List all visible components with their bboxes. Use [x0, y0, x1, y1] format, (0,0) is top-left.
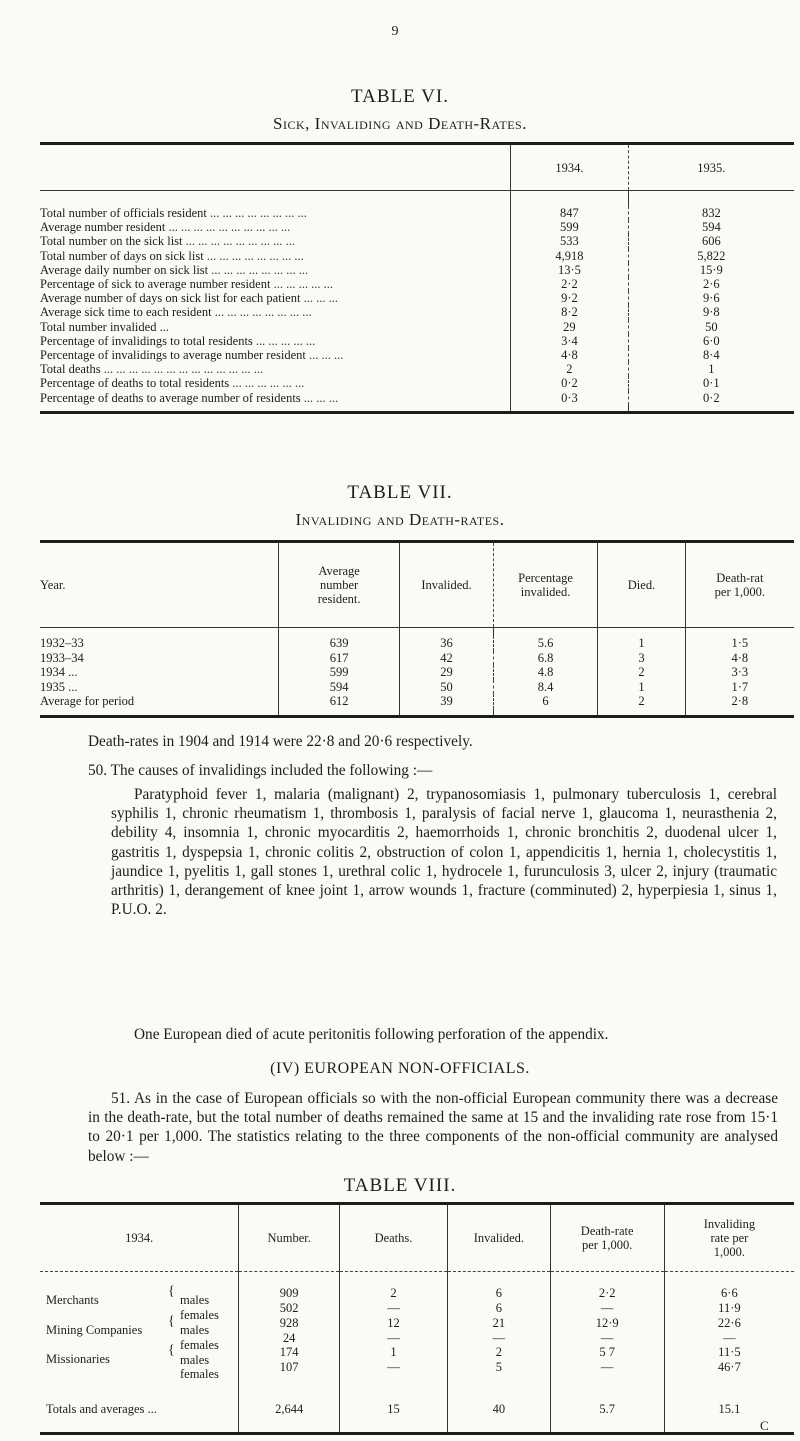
- table6-row: Percentage of invalidings to average number resident ... ... ... 4·8 8·4: [40, 348, 794, 362]
- table6-title: TABLE VI.: [351, 86, 449, 107]
- table6-row: Average number resident ... ... ... ... ... ... ... ... ... ... 599 594: [40, 220, 794, 234]
- table6-subtitle: Sick, Invaliding and Death-Rates.: [273, 114, 527, 133]
- table8-head-year: 1934.: [125, 1231, 154, 1245]
- table8-row: Mining Companies { males 928 12 21 12·9 22·6: [40, 1316, 794, 1331]
- table7-head-year: Year.: [40, 578, 66, 592]
- table7-row: 1933–34 617 42 6.8 3 4·8: [40, 651, 794, 666]
- table7-head-pct: Percentage invalided.: [493, 542, 598, 628]
- table6-col-1934: 1934.: [511, 144, 629, 191]
- table6-row: Total deaths ... ... ... ... ... ... ... ... ... ... ... ... ... 2 1: [40, 362, 794, 376]
- table6-row: Percentage of invalidings to total residents ... ... ... ... ... 3·4 6·0: [40, 334, 794, 348]
- table7-row: 1935 ... 594 50 8.4 1 1·7: [40, 680, 794, 695]
- table7-row: 1934 ... 599 29 4.8 2 3·3: [40, 665, 794, 680]
- table7-subtitle: Invaliding and Death-rates.: [295, 510, 505, 529]
- para-50-intro: 50. The causes of invalidings included the following :—: [88, 762, 433, 779]
- table8-head-invalided: Invalided.: [448, 1204, 550, 1272]
- table7-row: Average for period 612 39 6 2 2·8: [40, 694, 794, 709]
- table7-head-deathrate: Death-rat per 1,000.: [685, 542, 794, 628]
- para-50-body: Paratyphoid fever 1, malaria (malignant) 2, trypanosomiasis 1, pulmonary tuberculosis 1, cerebral syphilis 1, chronic rheumatism 1, thrombosis 1, paralysis of facial nerve 1, glaucoma 1, neurasthenia 2, debility 4, insomnia 1, chronic myocarditis 2, haemorrhoids 1, chronic bronchitis 2, duodenal ulcer 1, gastritis 1, dyspepsia 1, chronic colitis 2, obstruction of colon 1, appendicitis 1, hernia 1, cholecystitis 1, jaundice 1, pyelitis 1, gall stones 1, urethral colic 1, hydrocele 1, furunculosis 3, ulcer 2, injury (traumatic arthritis) 1, derangement of knee joint 1, arrow wounds 1, fracture (comminuted) 2, hyperpiesia 1, sinus 1, P.U.O. 2.: [111, 786, 777, 919]
- table6-row: Total number on the sick list ... ... ... ... ... ... ... ... ... 533 606: [40, 234, 794, 248]
- table6-row: Total number of officials resident ... ... ... ... ... ... ... ... 847 832: [40, 206, 794, 220]
- footer-mark: C: [760, 1418, 769, 1433]
- table6-row: Total number invalided ... 29 50: [40, 320, 794, 334]
- section-heading: (IV) EUROPEAN NON-OFFICIALS.: [270, 1060, 530, 1077]
- table8-head-deathrate: Death-rate per 1,000.: [550, 1204, 664, 1272]
- table6-row: Percentage of deaths to total residents ... ... ... ... ... ... 0·2 0·1: [40, 376, 794, 390]
- table8-row: Merchants { males 909 2 6 2·2 6·6: [40, 1286, 794, 1301]
- table8-title: TABLE VIII.: [343, 1175, 457, 1196]
- table6-col-1935: 1935.: [628, 144, 794, 191]
- table6-row: Percentage of deaths to average number of residents ... ... ... 0·3 0·2: [40, 391, 794, 405]
- table6-row: Percentage of sick to average number resident ... ... ... ... ... 2·2 2·6: [40, 277, 794, 291]
- table6: [40, 142, 794, 414]
- table7-head-avg: Average number resident.: [279, 542, 400, 628]
- table8-totals-row: Totals and averages ... 2,644 15 40 5.7 15.1: [40, 1402, 794, 1434]
- table8-head-invrate: Invaliding rate per 1,000.: [664, 1204, 794, 1272]
- table8-head-deaths: Deaths.: [339, 1204, 447, 1272]
- table7-row: 1932–33 639 36 5.6 1 1·5: [40, 636, 794, 651]
- para-51: 51. As in the case of European officials so with the non-official European community there was a decrease in the death-rate, but the total number of deaths remained the same at 15 and the invaliding rate rose from 15·1 to 20·1 per 1,000. The statistics relating to the three components of the non-official community are analysed below :—: [88, 1090, 778, 1165]
- table7-title: TABLE VII.: [347, 482, 453, 503]
- table6-row: Total number of days on sick list ... ... ... ... ... ... ... ... 4,918 5,822: [40, 249, 794, 263]
- table6-row: Average number of days on sick list for each patient ... ... ... 9·2 9·6: [40, 291, 794, 305]
- european-death-note: One European died of acute peritonitis following perforation of the appendix.: [134, 1026, 609, 1043]
- table7-head-invalided: Invalided.: [400, 542, 494, 628]
- table6-row: Average daily number on sick list ... ... ... ... ... ... ... ... 13·5 15·9: [40, 263, 794, 277]
- page-number: 9: [391, 24, 399, 39]
- deathrates-line: Death-rates in 1904 and 1914 were 22·8 and 20·6 respectively.: [88, 733, 473, 750]
- table8-row: Missionaries { males 174 1 2 5 7 11·5: [40, 1345, 794, 1360]
- table8-row: females 502 — 6 — 11·9: [40, 1301, 794, 1316]
- table8-head-number: Number.: [239, 1204, 339, 1272]
- table6-row: Average sick time to each resident ... ... ... ... ... ... ... ... 8·2 9·8: [40, 305, 794, 319]
- table8-row: females 107 — 5 — 46·7: [40, 1360, 794, 1375]
- table8-row: females 24 — — — —: [40, 1330, 794, 1345]
- table7-head-died: Died.: [598, 542, 685, 628]
- table7: [40, 540, 794, 718]
- table8: [40, 1202, 794, 1435]
